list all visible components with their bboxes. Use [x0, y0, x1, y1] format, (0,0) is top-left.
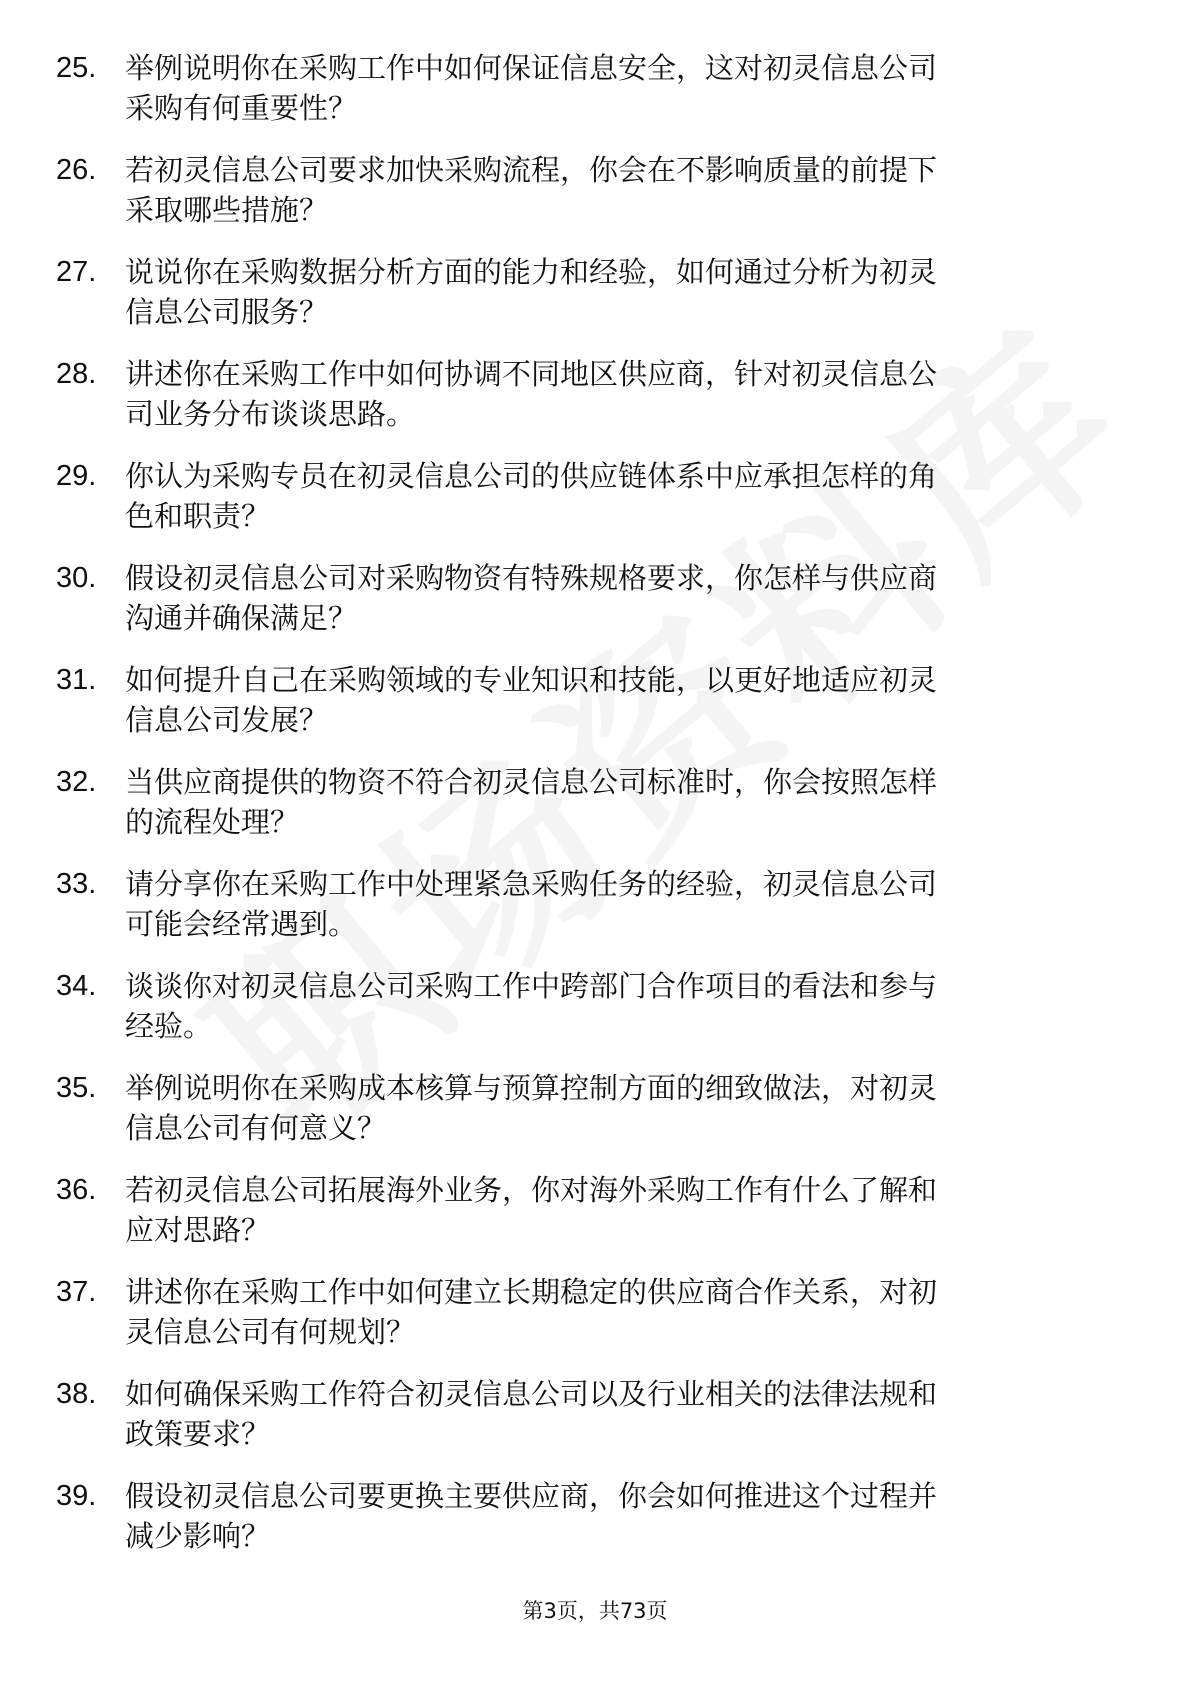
page-footer: 第3页，共73页 — [522, 1599, 668, 1623]
question-number: 28. — [56, 358, 97, 390]
question-number: 29. — [56, 460, 97, 492]
question-text — [125, 966, 1125, 1046]
question-text-line: 讲述你在采购工作中如何建立长期稳定的供应商合作关系，对初 — [125, 1275, 938, 1309]
question-text-line: 可能会经常遇到。 — [125, 907, 358, 941]
question-text — [125, 558, 1125, 638]
question-item — [0, 762, 1190, 864]
question-text-line: 举例说明你在采购成本核算与预算控制方面的细致做法，对初灵 — [125, 1071, 938, 1105]
question-text — [125, 1374, 1125, 1454]
question-text-line: 减少影响？ — [125, 1519, 271, 1553]
question-text-line: 假设初灵信息公司对采购物资有特殊规格要求，你怎样与供应商 — [125, 561, 938, 595]
question-number: 25. — [56, 52, 97, 84]
question-text-line: 假设初灵信息公司要更换主要供应商，你会如何推进这个过程并 — [125, 1479, 938, 1513]
question-item — [0, 48, 1190, 150]
question-number: 32. — [56, 766, 97, 798]
question-number: 33. — [56, 868, 97, 900]
question-text-line: 若初灵信息公司要求加快采购流程，你会在不影响质量的前提下 — [125, 153, 938, 187]
question-item — [0, 1068, 1190, 1170]
question-text-line: 如何提升自己在采购领域的专业知识和技能，以更好地适应初灵 — [125, 663, 938, 697]
question-text — [125, 762, 1125, 842]
question-text-line: 请分享你在采购工作中处理紧急采购任务的经验，初灵信息公司 — [125, 867, 938, 901]
question-item — [0, 1476, 1190, 1578]
question-text — [125, 1170, 1125, 1250]
question-text-line: 灵信息公司有何规划？ — [125, 1315, 416, 1349]
question-text — [125, 1476, 1125, 1556]
question-text-line: 你认为采购专员在初灵信息公司的供应链体系中应承担怎样的角 — [125, 459, 938, 493]
question-text — [125, 1068, 1125, 1148]
question-number: 35. — [56, 1072, 97, 1104]
question-number: 27. — [56, 256, 97, 288]
question-text-line: 信息公司有何意义？ — [125, 1111, 387, 1145]
question-text-line: 讲述你在采购工作中如何协调不同地区供应商，针对初灵信息公 — [125, 357, 938, 391]
question-item — [0, 966, 1190, 1068]
question-text — [125, 252, 1125, 332]
question-item — [0, 354, 1190, 456]
question-text — [125, 864, 1125, 944]
question-text-line: 沟通并确保满足？ — [125, 601, 358, 635]
question-text-line: 应对思路？ — [125, 1213, 271, 1247]
question-number: 38. — [56, 1378, 97, 1410]
question-item — [0, 1170, 1190, 1272]
question-text — [125, 660, 1125, 740]
question-text-line: 如何确保采购工作符合初灵信息公司以及行业相关的法律法规和 — [125, 1377, 938, 1411]
question-number: 34. — [56, 970, 97, 1002]
question-text — [125, 1272, 1125, 1352]
question-number: 26. — [56, 154, 97, 186]
question-number: 30. — [56, 562, 97, 594]
question-item — [0, 150, 1190, 252]
question-text — [125, 354, 1125, 434]
question-text-line: 信息公司发展？ — [125, 703, 329, 737]
question-text — [125, 456, 1125, 536]
question-item — [0, 660, 1190, 762]
question-item — [0, 864, 1190, 966]
question-text-line: 信息公司服务？ — [125, 295, 329, 329]
question-text-line: 若初灵信息公司拓展海外业务，你对海外采购工作有什么了解和 — [125, 1173, 938, 1207]
question-text-line: 经验。 — [125, 1009, 213, 1043]
question-number: 39. — [56, 1480, 97, 1512]
question-text-line: 政策要求？ — [125, 1417, 271, 1451]
question-item — [0, 1272, 1190, 1374]
question-number: 36. — [56, 1174, 97, 1206]
question-list — [0, 48, 1190, 1578]
question-item — [0, 558, 1190, 660]
question-item — [0, 456, 1190, 558]
question-text-line: 举例说明你在采购工作中如何保证信息安全，这对初灵信息公司 — [125, 51, 938, 85]
question-text-line: 说说你在采购数据分析方面的能力和经验，如何通过分析为初灵 — [125, 255, 938, 289]
question-text-line: 采购有何重要性？ — [125, 91, 358, 125]
question-text-line: 当供应商提供的物资不符合初灵信息公司标准时，你会按照怎样 — [125, 765, 938, 799]
question-text-line: 采取哪些措施？ — [125, 193, 329, 227]
question-item — [0, 1374, 1190, 1476]
question-number: 37. — [56, 1276, 97, 1308]
question-text-line: 谈谈你对初灵信息公司采购工作中跨部门合作项目的看法和参与 — [125, 969, 938, 1003]
question-text — [125, 150, 1125, 230]
question-item — [0, 252, 1190, 354]
question-number: 31. — [56, 664, 97, 696]
question-text — [125, 48, 1125, 128]
question-text-line: 的流程处理？ — [125, 805, 300, 839]
question-text-line: 色和职责？ — [125, 499, 271, 533]
question-text-line: 司业务分布谈谈思路。 — [125, 397, 416, 431]
